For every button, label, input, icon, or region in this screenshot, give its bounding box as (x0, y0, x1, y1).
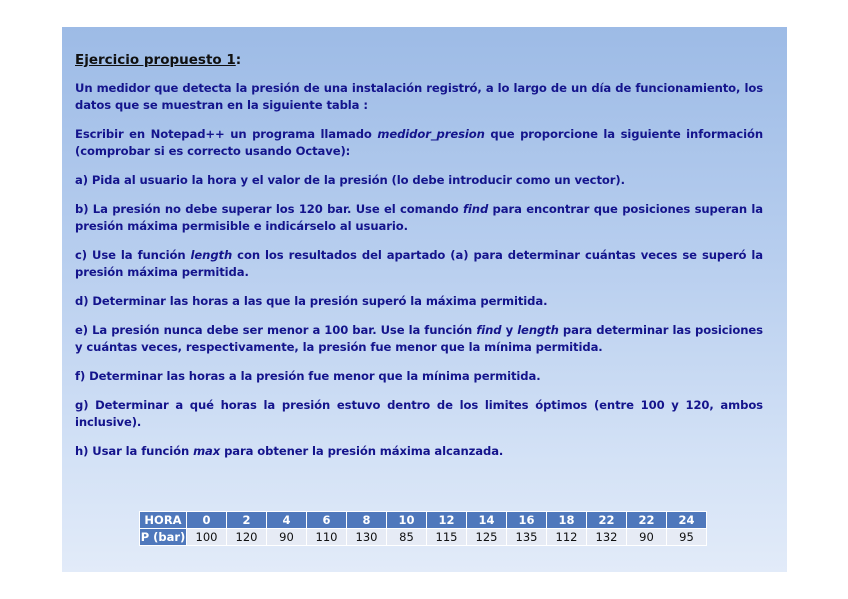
hour-cell: 12 (427, 512, 467, 529)
pressure-cell: 135 (507, 529, 547, 546)
hour-cell: 14 (467, 512, 507, 529)
item-d: d) Determinar las horas a las que la presión superó la máxima permitida. (75, 294, 548, 308)
pressure-cell: 90 (627, 529, 667, 546)
hour-cell: 8 (347, 512, 387, 529)
pressure-cell: 90 (267, 529, 307, 546)
slide (62, 27, 787, 572)
hour-header: HORA (140, 512, 187, 529)
pressure-cell: 125 (467, 529, 507, 546)
pressure-cell: 100 (187, 529, 227, 546)
hour-cell: 2 (227, 512, 267, 529)
intro-paragraph: Un medidor que detecta la presión de una instalación registró, a lo largo de un día de funcionamiento, los datos que se muestran en la siguiente tabla : (75, 81, 763, 112)
program-name: medidor_presion (377, 127, 485, 141)
hour-cell: 6 (307, 512, 347, 529)
pressure-table (139, 511, 707, 546)
pressure-header: P (bar) (140, 530, 186, 544)
hour-cell: 16 (507, 512, 547, 529)
hour-cell: 24 (667, 512, 707, 529)
item-a: a) Pida al usuario la hora y el valor de la presión (lo debe introducir como un vector). (75, 173, 625, 187)
item-e: e) La presión nunca debe ser menor a 100 bar. Use la función find y length para determinar las posiciones y cuántas veces, respectivamente, la presión fue menor que la mínima permitida. (75, 323, 763, 354)
pressure-cell: 120 (227, 529, 267, 546)
pressure-cell: 112 (547, 529, 587, 546)
item-f: f) Determinar las horas a la presión fue menor que la mínima permitida. (75, 369, 541, 383)
hour-cell: 0 (187, 512, 227, 529)
pressure-cell: 95 (667, 529, 707, 546)
hours-row (140, 512, 707, 529)
pressure-row (140, 529, 707, 546)
item-b: b) La presión no debe superar los 120 bar. Use el comando find para encontrar que posiciones superan la presión máxima permisible e indicárselo al usuario. (75, 202, 763, 233)
hour-cell: 10 (387, 512, 427, 529)
pressure-cell: 110 (307, 529, 347, 546)
hour-cell: 22 (627, 512, 667, 529)
pressure-cell: 130 (347, 529, 387, 546)
pressure-cell: 132 (587, 529, 627, 546)
item-h: h) Usar la función max para obtener la presión máxima alcanzada. (75, 444, 504, 458)
hour-cell: 18 (547, 512, 587, 529)
pressure-cell: 115 (427, 529, 467, 546)
item-g: g) Determinar a qué horas la presión estuvo dentro de los limites óptimos (entre 100 y 120, ambos inclusive). (75, 398, 763, 429)
item-c: c) Use la función length con los resultados del apartado (a) para determinar cuántas veces se superó la presión máxima permitida. (75, 248, 764, 279)
hour-cell: 22 (587, 512, 627, 529)
hour-cell: 4 (267, 512, 307, 529)
pressure-cell: 85 (387, 529, 427, 546)
exercise-title: Ejercicio propuesto 1: (75, 52, 242, 68)
task-paragraph: Escribir en Notepad++ un programa llamado medidor_presion que proporcione la siguiente información (comprobar si es correcto usando Octave): (75, 127, 763, 158)
